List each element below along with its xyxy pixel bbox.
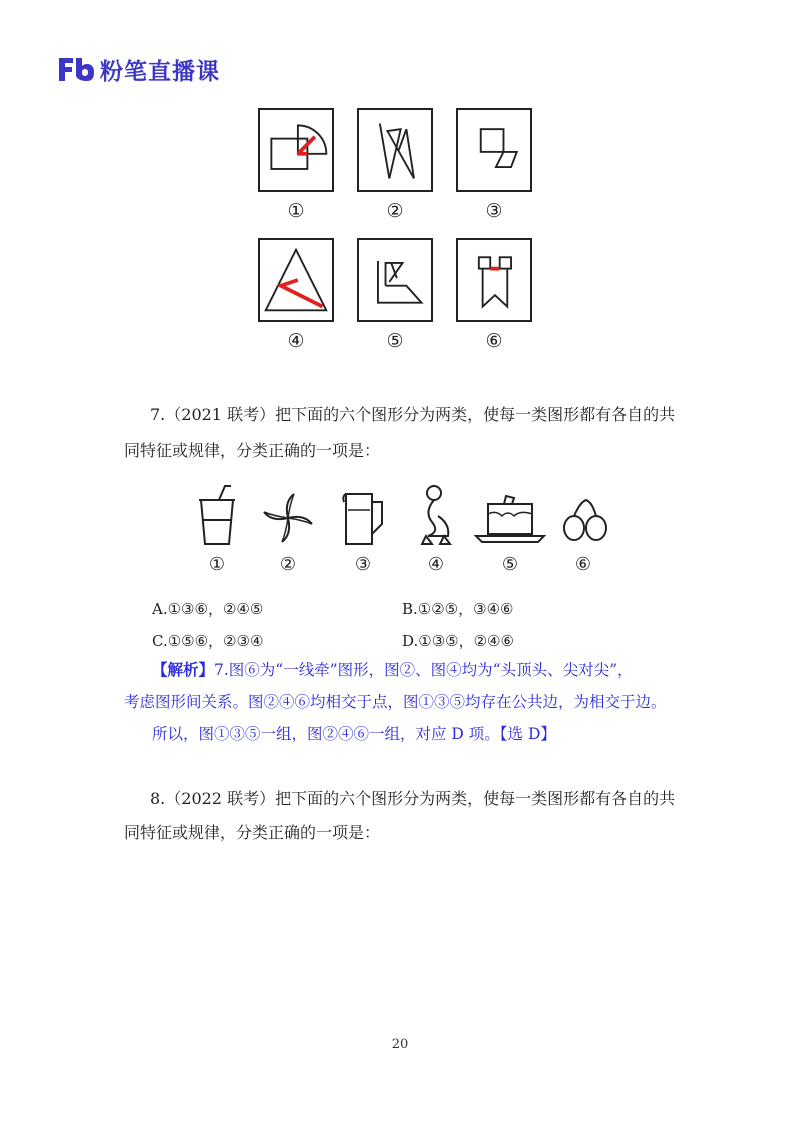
- brand-name: 粉笔直播课: [100, 59, 220, 85]
- option-c[interactable]: C.①⑤⑥，②③④: [152, 632, 264, 650]
- pinwheel-icon: [262, 492, 314, 544]
- q7-figure-label-1: ①: [208, 554, 226, 575]
- q7-figure-label-6: ⑥: [574, 554, 592, 575]
- analysis-line3: 所以，图①③⑤一组，图②④⑥一组，对应 D 项。【选 D】: [152, 725, 556, 743]
- question7-line1: 7.（2021 联考）把下面的六个图形分为两类，使每一类图形都有各自的共: [150, 405, 676, 424]
- option-b[interactable]: B.①②⑤，③④⑥: [402, 600, 514, 618]
- q7-figure-label-3: ③: [354, 554, 372, 575]
- question8-line2: 同特征或规律，分类正确的一项是：: [124, 823, 381, 842]
- fenbi-logo-icon: [56, 54, 96, 84]
- option-d[interactable]: D.①③⑤，②④⑥: [402, 632, 514, 650]
- analysis-tag: 【解析】: [152, 660, 215, 679]
- cherries-icon: [560, 496, 610, 546]
- cup-icon: [195, 484, 239, 548]
- figure-box-6: [456, 238, 532, 322]
- figure-label-3: ③: [485, 200, 503, 222]
- q7-figure-label-4: ④: [427, 554, 445, 575]
- figure-label-1: ①: [287, 200, 305, 222]
- cake-icon: [474, 490, 546, 546]
- page-number: 20: [391, 1037, 409, 1052]
- figure-box-5: [357, 238, 433, 322]
- q7-figure-label-2: ②: [279, 554, 297, 575]
- figure-label-4: ④: [287, 330, 305, 352]
- figure-label-6: ⑥: [485, 330, 503, 352]
- figure-box-4: [258, 238, 334, 322]
- figure-label-2: ②: [386, 200, 404, 222]
- figure-box-2: [357, 108, 433, 192]
- figure-label-5: ⑤: [386, 330, 404, 352]
- goose-icon: [414, 484, 458, 548]
- question7-line2: 同特征或规律，分类正确的一项是：: [124, 441, 381, 460]
- jug-icon: [340, 488, 386, 548]
- figure-box-3: [456, 108, 532, 192]
- option-a[interactable]: A.①③⑥，②④⑤: [152, 600, 264, 618]
- analysis-line2: 考虑图形间关系。图②④⑥均相交于点，图①③⑤均存在公共边，为相交于边。: [124, 693, 667, 711]
- q7-figure-label-5: ⑤: [501, 554, 519, 575]
- analysis-line1-text: 7.图⑥为“一线牵”图形，图②、图④均为“头顶头、尖对尖”，: [214, 661, 633, 679]
- question8-line1: 8.（2022 联考）把下面的六个图形分为两类，使每一类图形都有各自的共: [150, 789, 676, 808]
- analysis-line1: [152, 655, 633, 685]
- figure-box-1: [258, 108, 334, 192]
